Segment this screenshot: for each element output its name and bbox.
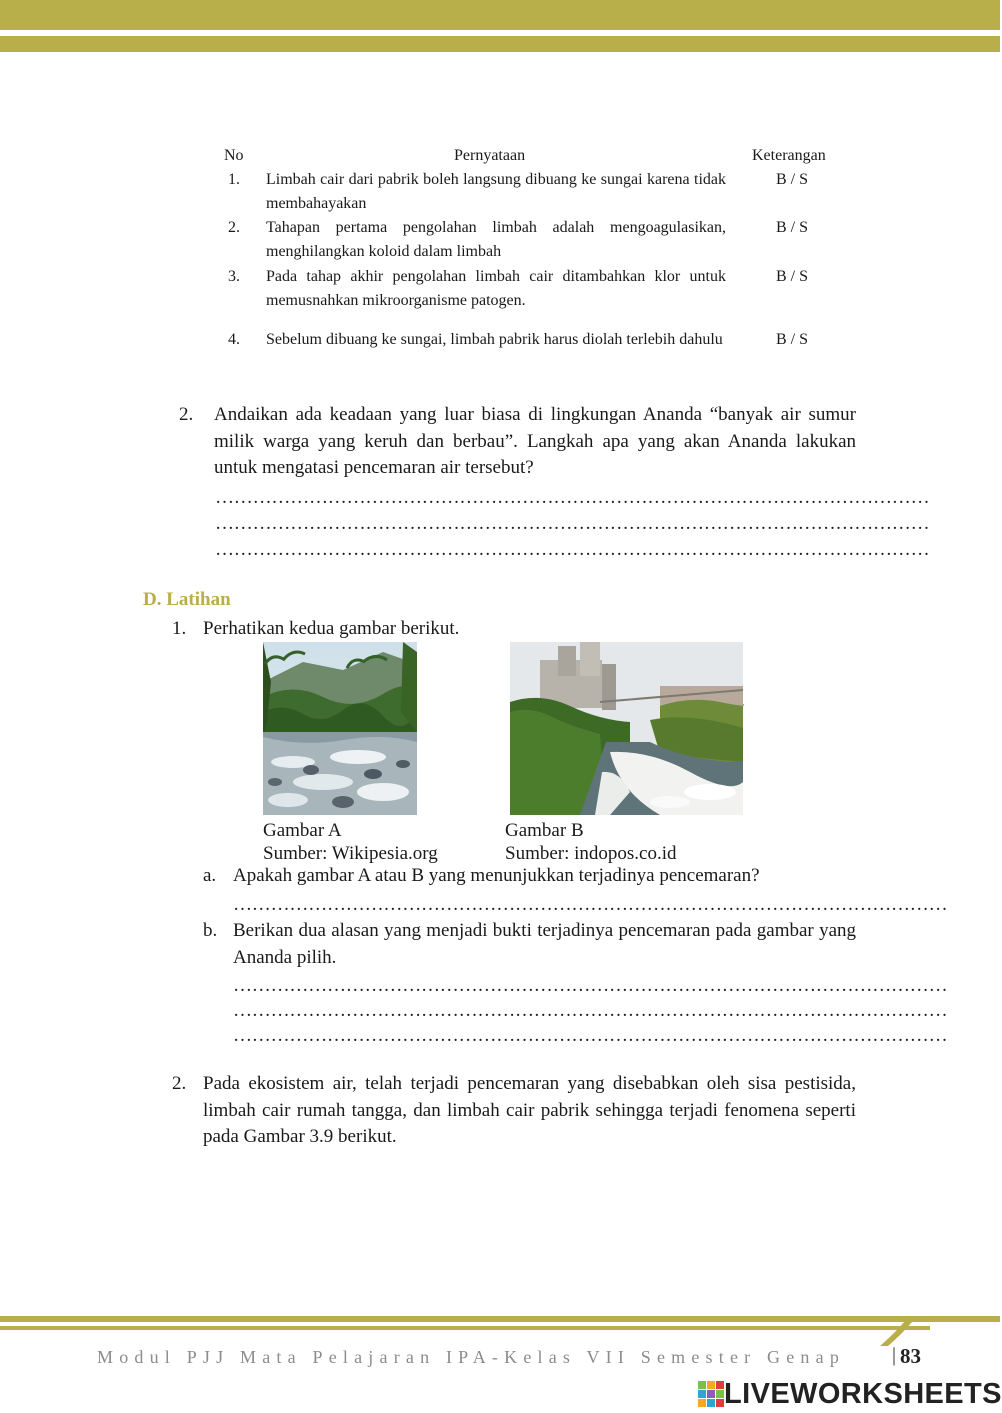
header-statement: Pernyataan: [454, 147, 526, 164]
answer-line[interactable]: ……………………………………………………………………………………………………: [215, 487, 930, 508]
latihan2-text: Pada ekosistem air, telah terjadi pencemaran yang disebabkan oleh sisa pestisida, limbah cair rumah tangga, dan limbah cair pabrik sehingga terjadi fenomena seperti pada Gambar 3.9 berikut.: [203, 1073, 856, 1147]
figure-a-source: Sumber: Wikipesia.org: [263, 843, 438, 864]
row-statement: Tahapan pertama pengolahan limbah adalah mengoagulasikan, menghilangkan koloid dalam limbah: [266, 219, 726, 260]
liveworksheets-text: LIVEWORKSHEETS: [724, 1377, 1002, 1410]
table-header: [220, 144, 860, 166]
top-band-thin: [0, 36, 1000, 52]
latihan1-text: Perhatikan kedua gambar berikut.: [203, 618, 460, 639]
liveworksheets-logo-icon: [698, 1381, 724, 1407]
answer-line[interactable]: ……………………………………………………………………………………………………: [233, 975, 948, 996]
latihan2-number: 2.: [172, 1073, 187, 1094]
header-no: No: [224, 147, 244, 164]
page-number: 83: [900, 1344, 921, 1368]
polluted-river-illustration: [510, 642, 743, 815]
answer-line[interactable]: ……………………………………………………………………………………………………: [215, 539, 930, 560]
liveworksheets-logo[interactable]: [698, 1376, 1002, 1412]
subquestion-b-text: Berikan dua alasan yang menjadi bukti terjadinya pencemaran pada gambar yang Ananda pilih.: [233, 920, 856, 968]
polluted-river-photo: [510, 642, 743, 815]
figure-b-source: Sumber: indopos.co.id: [505, 843, 677, 864]
row-statement: Limbah cair dari pabrik boleh langsung dibuang ke sungai karena tidak membahayakan: [266, 171, 726, 212]
row-choice[interactable]: B / S: [776, 171, 809, 188]
row-number: 1.: [228, 171, 240, 188]
row-number: 3.: [228, 268, 240, 285]
top-band: [0, 0, 1000, 30]
header-note: Keterangan: [752, 147, 826, 164]
subquestion-a-label: a.: [203, 865, 217, 886]
footer-band-thin: [0, 1326, 930, 1330]
row-choice[interactable]: B / S: [776, 268, 809, 285]
statement-table: [220, 144, 860, 348]
latihan1-number: 1.: [172, 618, 187, 639]
river-photo: [263, 642, 417, 815]
footer-module-title: Modul PJJ Mata Pelajaran IPA-Kelas VII Semester Genap: [97, 1347, 846, 1367]
answer-line[interactable]: ……………………………………………………………………………………………………: [233, 1025, 948, 1046]
subquestion-b-label: b.: [203, 920, 218, 941]
figure-a-title: Gambar A: [263, 820, 342, 841]
row-number: 4.: [228, 331, 240, 348]
answer-line[interactable]: ……………………………………………………………………………………………………: [215, 513, 930, 534]
row-number: 2.: [228, 219, 240, 236]
figure-b-title: Gambar B: [505, 820, 584, 841]
row-choice[interactable]: B / S: [776, 219, 809, 236]
river-illustration: [263, 642, 417, 815]
row-choice[interactable]: B / S: [776, 331, 809, 348]
footer-curve-decoration: [850, 1300, 1000, 1350]
answer-line[interactable]: ……………………………………………………………………………………………………: [233, 894, 948, 915]
question2-text: Andaikan ada keadaan yang luar biasa di lingkungan Ananda “banyak air sumur milik warga yang keruh dan berbau”. Langkah apa yang akan Ananda lakukan untuk mengatasi pencemaran air tersebut?: [214, 404, 856, 478]
subquestion-a-text: Apakah gambar A atau B yang menunjukkan terjadinya pencemaran?: [233, 865, 760, 886]
answer-line[interactable]: ……………………………………………………………………………………………………: [233, 1000, 948, 1021]
footer-separator: |: [892, 1344, 897, 1366]
row-statement: Pada tahap akhir pengolahan limbah cair ditambahkan klor untuk memusnahkan mikroorganisme patogen.: [266, 268, 726, 309]
section-heading: D. Latihan: [143, 589, 231, 610]
row-statement: Sebelum dibuang ke sungai, limbah pabrik harus diolah terlebih dahulu: [266, 331, 723, 348]
question2-number: 2.: [179, 404, 194, 425]
